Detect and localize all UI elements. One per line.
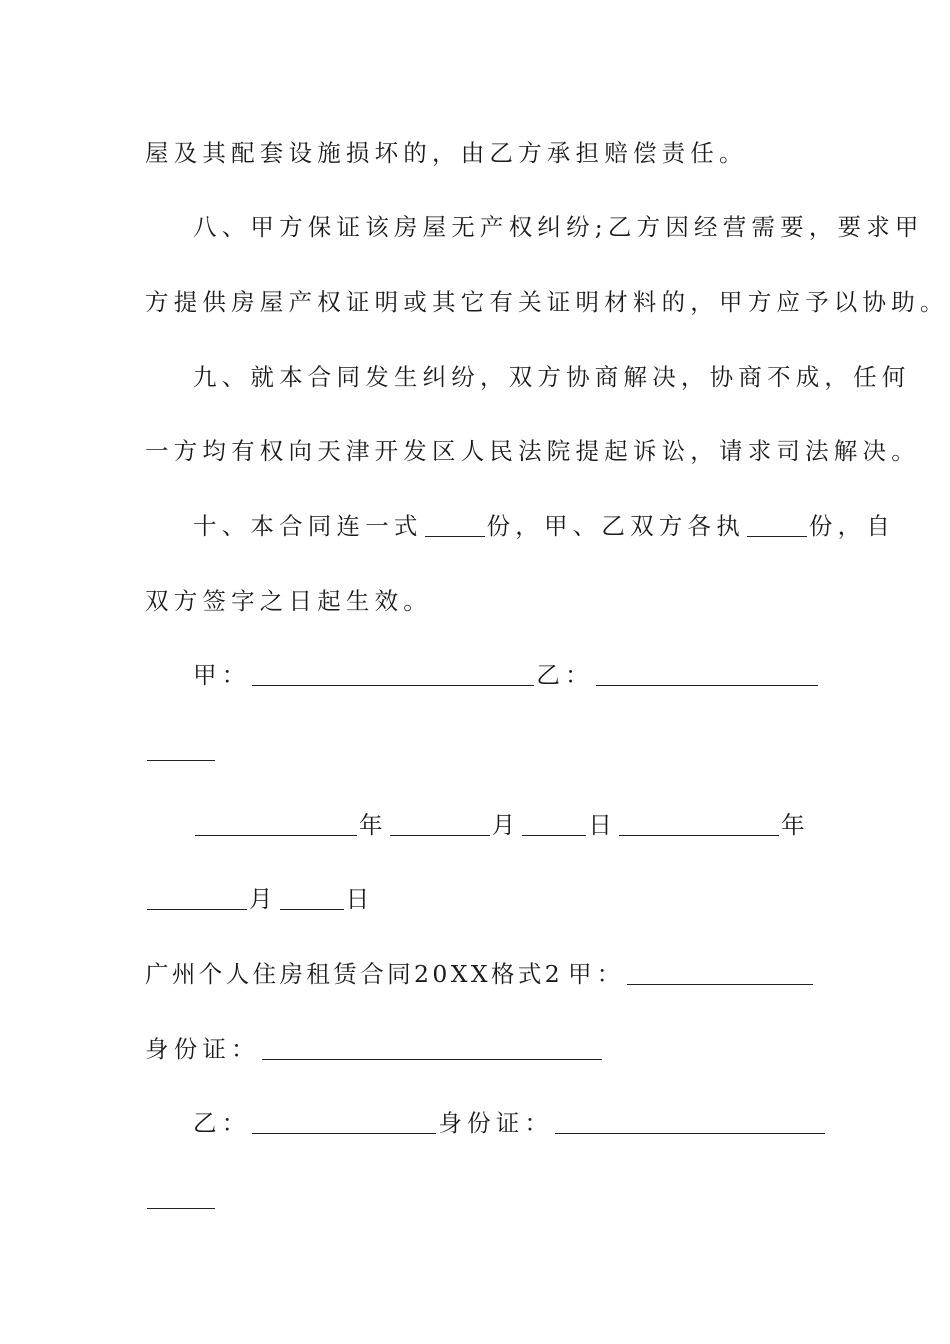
party-a-name-blank	[627, 964, 813, 985]
party-b-id-blank-cont	[147, 1188, 215, 1209]
party-b-name-blank	[252, 1113, 436, 1134]
month-a-blank	[390, 815, 490, 836]
month-label: 月	[491, 811, 521, 839]
party-a-label: 甲：	[193, 661, 251, 689]
heading-line	[145, 959, 563, 989]
id-line-a	[145, 1034, 604, 1064]
party-b-signature-blank	[596, 665, 818, 686]
party-a-id-blank	[262, 1039, 602, 1060]
heading-party-a	[568, 959, 815, 989]
clause-10-line-2: 双方签字之日起生效。	[145, 587, 432, 615]
day-label-2: 日	[345, 885, 375, 913]
party-b-label-2: 乙：	[193, 1109, 251, 1137]
year-label-2: 年	[781, 811, 810, 839]
party-b-signature-blank-cont	[147, 740, 215, 761]
clause-8-line-1: 八、甲方保证该房屋无产权纠纷;乙方因经营需要，要求甲	[193, 213, 924, 241]
day-a-blank	[522, 815, 586, 836]
clause-9-line-2: 一方均有权向天津开发区人民法院提起诉讼，请求司法解决。	[145, 437, 920, 465]
year-label: 年	[359, 811, 388, 839]
day-label: 日	[588, 811, 618, 839]
copies-each-blank	[747, 516, 807, 537]
clause-10-text-2: 份，甲、乙双方各执	[486, 512, 745, 540]
party-b-line	[193, 1108, 827, 1138]
copies-total-blank	[425, 516, 485, 537]
signature-line-continued	[145, 735, 217, 765]
id-label-b: 身份证：	[438, 1109, 554, 1137]
clause-8-line-2: 方提供房屋产权证明或其它有关证明材料的，甲方应予以协助。	[145, 288, 949, 316]
party-a-label-2: 甲：	[568, 960, 626, 988]
clause-9-line-1: 九、就本合同发生纠纷，双方协商解决，协商不成，任何	[193, 363, 911, 391]
clause-10-text-3: 份，自	[808, 512, 896, 540]
year-b-blank	[619, 815, 779, 836]
paragraph-7-continuation: 屋及其配套设施损坏的，由乙方承担赔偿责任。	[145, 139, 748, 167]
party-b-label: 乙：	[536, 661, 594, 689]
day-b-blank	[280, 889, 344, 910]
date-line-continued	[145, 884, 374, 914]
party-a-signature-blank	[252, 665, 534, 686]
clause-10-line-1	[193, 511, 895, 541]
signature-line	[193, 660, 820, 690]
contract-heading: 广州个人住房租赁合同20XX格式2	[145, 960, 564, 988]
year-a-blank	[195, 815, 357, 836]
month-label-2: 月	[249, 885, 278, 913]
month-b-blank	[147, 889, 247, 910]
clause-10-text-1: 十、本合同连一式	[193, 512, 423, 540]
date-line	[193, 810, 810, 840]
party-b-id-blank	[555, 1113, 825, 1134]
id-label-a: 身份证：	[145, 1035, 260, 1063]
party-b-line-continued	[145, 1183, 217, 1213]
